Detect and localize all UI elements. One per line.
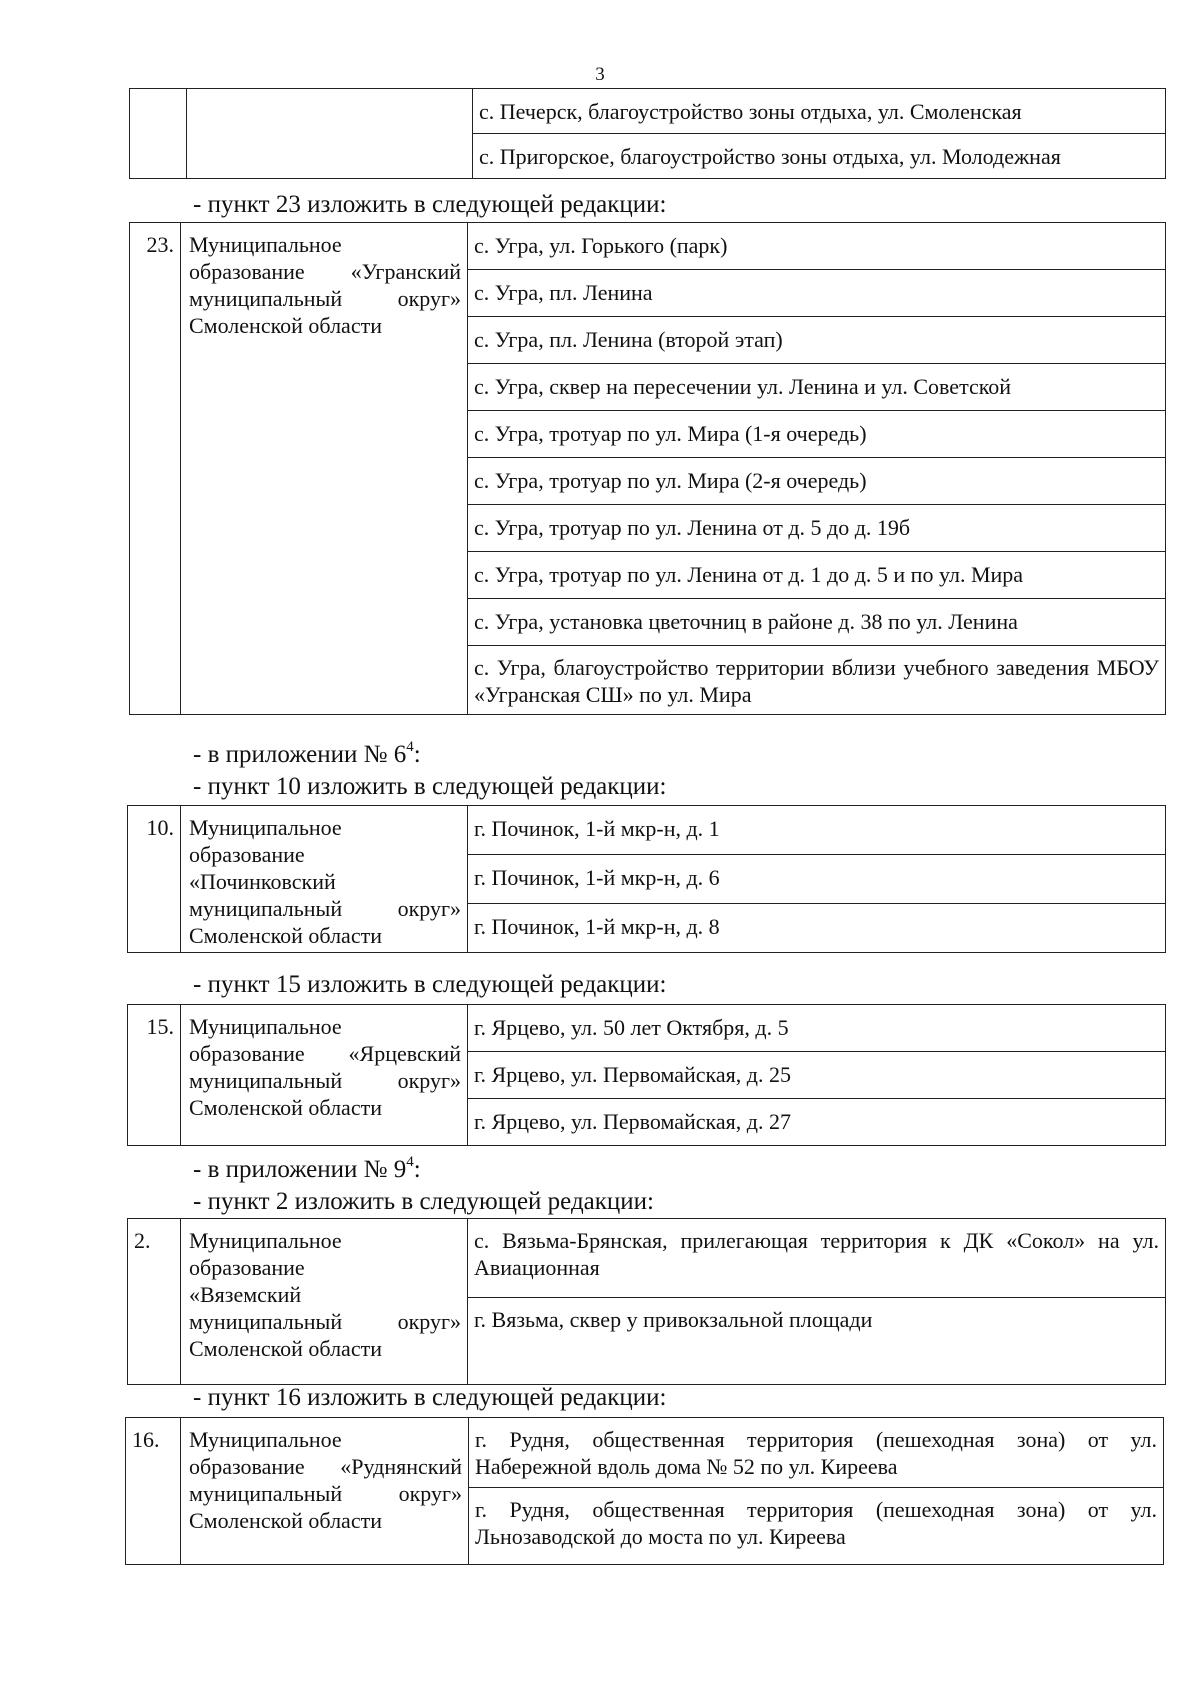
item-cell bbox=[473, 89, 1166, 134]
item-cell bbox=[468, 904, 1166, 953]
instruction-text: - в приложении № 9 bbox=[193, 1156, 407, 1183]
item-cell bbox=[468, 1005, 1166, 1052]
org-line: Муниципальное bbox=[189, 1228, 342, 1253]
item-text: с. Угра, тротуар по ул. Ленина от д. 1 до д. 5 и по ул. Мира bbox=[474, 562, 1024, 587]
org-line: образование bbox=[189, 842, 305, 867]
item-text: г. Починок, 1-й мкр-н, д. 8 bbox=[474, 914, 720, 939]
item-cell bbox=[468, 599, 1166, 646]
org-cell bbox=[181, 1219, 468, 1385]
superscript: 4 bbox=[406, 739, 414, 755]
item-cell bbox=[468, 646, 1166, 715]
table-15 bbox=[127, 1004, 1166, 1146]
instruction-p10: - пункт 10 изложить в следующей редакции: bbox=[193, 773, 667, 800]
org-line: «Вяземский bbox=[189, 1282, 302, 1307]
org-line: Смоленской области bbox=[189, 1095, 382, 1120]
item-text: с. Угра, тротуар по ул. Ленина от д. 5 до д. 19б bbox=[474, 515, 911, 540]
org-cell bbox=[187, 89, 473, 179]
org-line: Смоленской области bbox=[189, 923, 382, 948]
org-line: образование «Угранский bbox=[189, 259, 461, 284]
instruction-tail: : bbox=[413, 1156, 421, 1183]
item-text: с. Пригорское, благоустройство зоны отдыха, ул. Молодежная bbox=[479, 144, 1061, 169]
item-text: с. Угра, тротуар по ул. Мира (2-я очередь) bbox=[474, 468, 867, 493]
org-line: Смоленской области bbox=[189, 1508, 382, 1533]
org-line: муниципальный округ» bbox=[189, 1068, 461, 1093]
item-cell bbox=[473, 134, 1166, 179]
org-line: муниципальный округ» bbox=[189, 286, 461, 311]
org-line: Муниципальное bbox=[189, 1427, 342, 1452]
item-text: г. Ярцево, ул. Первомайская, д. 27 bbox=[474, 1109, 791, 1134]
table-16 bbox=[125, 1417, 1164, 1565]
item-text: с. Угра, пл. Ленина (второй этап) bbox=[474, 327, 783, 352]
row-number: 23. bbox=[130, 223, 181, 715]
instruction-p2: - пункт 2 изложить в следующей редакции: bbox=[193, 1188, 654, 1215]
item-cell bbox=[469, 1418, 1164, 1488]
row-number: 15. bbox=[128, 1005, 181, 1146]
top-table bbox=[129, 88, 1166, 179]
item-text: с. Вязьма-Брянская, прилегающая территория к ДК «Сокол» на ул. Авиационная bbox=[474, 1228, 1159, 1280]
table-10 bbox=[127, 805, 1166, 953]
org-line: муниципальный округ» bbox=[189, 1309, 461, 1334]
table-23 bbox=[129, 222, 1166, 715]
org-line: Муниципальное bbox=[189, 232, 342, 257]
item-cell bbox=[468, 855, 1166, 904]
page-number: 3 bbox=[595, 64, 605, 85]
org-line: Муниципальное bbox=[189, 1014, 342, 1039]
item-text: с. Угра, благоустройство территории вблизи учебного заведения МБОУ «Угранская СШ» по ул. Мира bbox=[474, 655, 1159, 707]
org-line: муниципальный округ» bbox=[189, 896, 461, 921]
org-line: Смоленской области bbox=[189, 1336, 382, 1361]
item-text: г. Рудня, общественная территория (пешеходная зона) от ул. Набережной вдоль дома № 52 по ул. Киреева bbox=[475, 1427, 1157, 1479]
org-line: образование «Руднянский bbox=[189, 1454, 462, 1479]
instruction-p23: - пункт 23 изложить в следующей редакции: bbox=[193, 191, 667, 218]
item-text: г. Ярцево, ул. 50 лет Октября, д. 5 bbox=[474, 1015, 789, 1040]
org-cell bbox=[181, 223, 468, 715]
item-text: г. Вязьма, сквер у привокзальной площади bbox=[474, 1307, 873, 1332]
table-2 bbox=[127, 1218, 1166, 1385]
row-number: 16. bbox=[126, 1418, 181, 1565]
row-number: 2. bbox=[128, 1219, 181, 1385]
item-cell bbox=[468, 1219, 1166, 1298]
instruction-appendix-6 bbox=[193, 740, 421, 770]
num-cell bbox=[130, 89, 187, 179]
instruction-p15: - пункт 15 изложить в следующей редакции: bbox=[193, 971, 667, 998]
org-cell bbox=[181, 806, 468, 953]
org-line: образование bbox=[189, 1255, 305, 1280]
item-cell bbox=[468, 1099, 1166, 1146]
org-line: Смоленской области bbox=[189, 313, 382, 338]
org-line: муниципальный округ» bbox=[189, 1481, 462, 1506]
item-cell bbox=[468, 411, 1166, 458]
org-line: «Починковский bbox=[189, 869, 336, 894]
item-cell bbox=[468, 505, 1166, 552]
instruction-tail: : bbox=[413, 741, 421, 768]
org-cell bbox=[181, 1005, 468, 1146]
item-cell bbox=[468, 223, 1166, 270]
superscript: 4 bbox=[406, 1154, 414, 1170]
item-cell bbox=[468, 806, 1166, 855]
item-cell bbox=[469, 1488, 1164, 1565]
item-cell bbox=[468, 552, 1166, 599]
item-text: г. Починок, 1-й мкр-н, д. 6 bbox=[474, 865, 720, 890]
item-text: г. Ярцево, ул. Первомайская, д. 25 bbox=[474, 1062, 791, 1087]
item-text: г. Починок, 1-й мкр-н, д. 1 bbox=[474, 816, 720, 841]
item-cell bbox=[468, 1052, 1166, 1099]
item-text: г. Рудня, общественная территория (пешеходная зона) от ул. Льнозаводской до моста по ул. Киреева bbox=[475, 1497, 1157, 1549]
instruction-text: - в приложении № 6 bbox=[193, 741, 407, 768]
item-text: с. Угра, установка цветочниц в районе д. 38 по ул. Ленина bbox=[474, 609, 1018, 634]
item-cell bbox=[468, 270, 1166, 317]
row-number: 10. bbox=[128, 806, 181, 953]
org-line: Муниципальное bbox=[189, 815, 342, 840]
item-cell bbox=[468, 364, 1166, 411]
instruction-p16: - пункт 16 изложить в следующей редакции: bbox=[193, 1384, 667, 1411]
item-cell bbox=[468, 458, 1166, 505]
item-text: с. Угра, ул. Горького (парк) bbox=[474, 233, 728, 258]
instruction-appendix-9 bbox=[193, 1155, 421, 1185]
item-text: с. Угра, пл. Ленина bbox=[474, 280, 653, 305]
item-text: с. Угра, тротуар по ул. Мира (1-я очередь) bbox=[474, 421, 867, 446]
item-text: с. Угра, сквер на пересечении ул. Ленина и ул. Советской bbox=[474, 374, 1012, 399]
item-cell bbox=[468, 317, 1166, 364]
item-text: с. Печерск, благоустройство зоны отдыха, ул. Смоленская bbox=[479, 99, 1022, 124]
org-line: образование «Ярцевский bbox=[189, 1041, 461, 1066]
org-cell bbox=[181, 1418, 469, 1565]
item-cell bbox=[468, 1298, 1166, 1385]
